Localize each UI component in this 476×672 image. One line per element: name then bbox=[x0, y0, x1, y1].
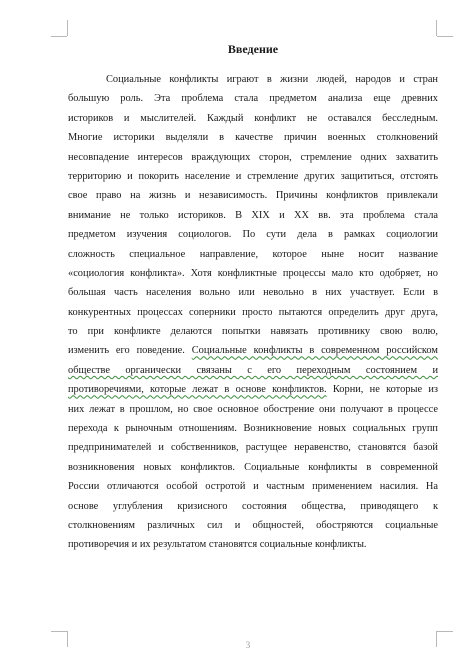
text-line: сложность специальное направление, которое ныне носит название bbox=[68, 248, 438, 260]
text-line: то при конфликте делаются попытки навязать противнику свою волю, bbox=[68, 326, 438, 338]
text-line: территорию и покорить население и стремление других защититься, отстоять bbox=[68, 170, 438, 182]
text-line-plain: изменить его поведение. bbox=[68, 345, 192, 357]
text-line: противоречия и их результатом становятся социальные конфликты. bbox=[68, 539, 367, 551]
crop-mark-top-right bbox=[436, 20, 437, 36]
crop-mark-bottom-left bbox=[51, 631, 67, 632]
text-line: Социальные конфликты играют в жизни людей, народов и стран bbox=[106, 74, 438, 85]
document-body[interactable] bbox=[68, 70, 438, 555]
text-line bbox=[68, 380, 438, 399]
grammar-underlined-text[interactable]: Социальные конфликты в современном российском bbox=[191, 345, 438, 357]
crop-mark-top-left bbox=[67, 20, 68, 36]
text-line: возникновения новых конфликтов. Социальные конфликты в современной bbox=[68, 461, 438, 473]
text-line: несовпадение интересов враждующих сторон, стремление одних захватить bbox=[68, 151, 438, 163]
text-line: большая часть населения вольно или невольно в них участвует. Если в bbox=[68, 287, 438, 299]
text-line: конкурентных процессах соперники просто пытаются определить друг друга, bbox=[68, 306, 438, 318]
text-line: историков и мыслителей. Каждый конфликт не оставался бесследным. bbox=[68, 112, 438, 124]
text-line: перехода к рыночным отношениям. Возникновение новых социальных групп bbox=[68, 423, 438, 435]
text-line: предпринимателей и собственников, растущее неравенство, становятся базой bbox=[68, 442, 438, 454]
text-line: России отличаются особой остротой и частным применением насилия. На bbox=[68, 481, 438, 493]
text-line: «социология конфликта». Хотя конфликтные процессы мало кто одобряет, но bbox=[68, 267, 438, 279]
crop-mark-bottom-right bbox=[437, 631, 453, 632]
text-line: большую роль. Эта проблема стала предметом анализа еще древних bbox=[68, 93, 438, 105]
text-line: внимание не только историков. В XIX и XX вв. эта проблема стала bbox=[68, 209, 438, 221]
text-line: столкновениям различных сил и общностей, обостряются социальные bbox=[68, 519, 438, 531]
page-number: 3 bbox=[245, 640, 251, 650]
text-line: свое право на жизнь и независимость. Причины конфликтов привлекали bbox=[68, 190, 438, 202]
text-line-plain: Корни, не которые из bbox=[326, 384, 438, 396]
crop-mark-bottom-right bbox=[436, 631, 437, 647]
document-title: Введение bbox=[227, 42, 279, 56]
text-line bbox=[68, 341, 438, 360]
text-line: них лежат в прошлом, но свое основное обострение они получают в процессе bbox=[68, 403, 438, 415]
text-line: основе углубления кризисного состояния общества, приводящего к bbox=[68, 500, 438, 512]
text-line: предметом изучения социологов. По сути дела в рамках социологии bbox=[68, 229, 438, 241]
grammar-underlined-text[interactable]: противоречиями, которые лежат в основе конфликтов. bbox=[68, 384, 327, 396]
crop-mark-top-right bbox=[437, 36, 453, 37]
grammar-underlined-text[interactable]: обществе органически связаны с его переходным состоянием и bbox=[68, 364, 438, 376]
crop-mark-top-left bbox=[51, 36, 67, 37]
text-line: Многие историки выделяли в качестве причин военных столкновений bbox=[68, 132, 438, 144]
crop-mark-bottom-left bbox=[67, 631, 68, 647]
